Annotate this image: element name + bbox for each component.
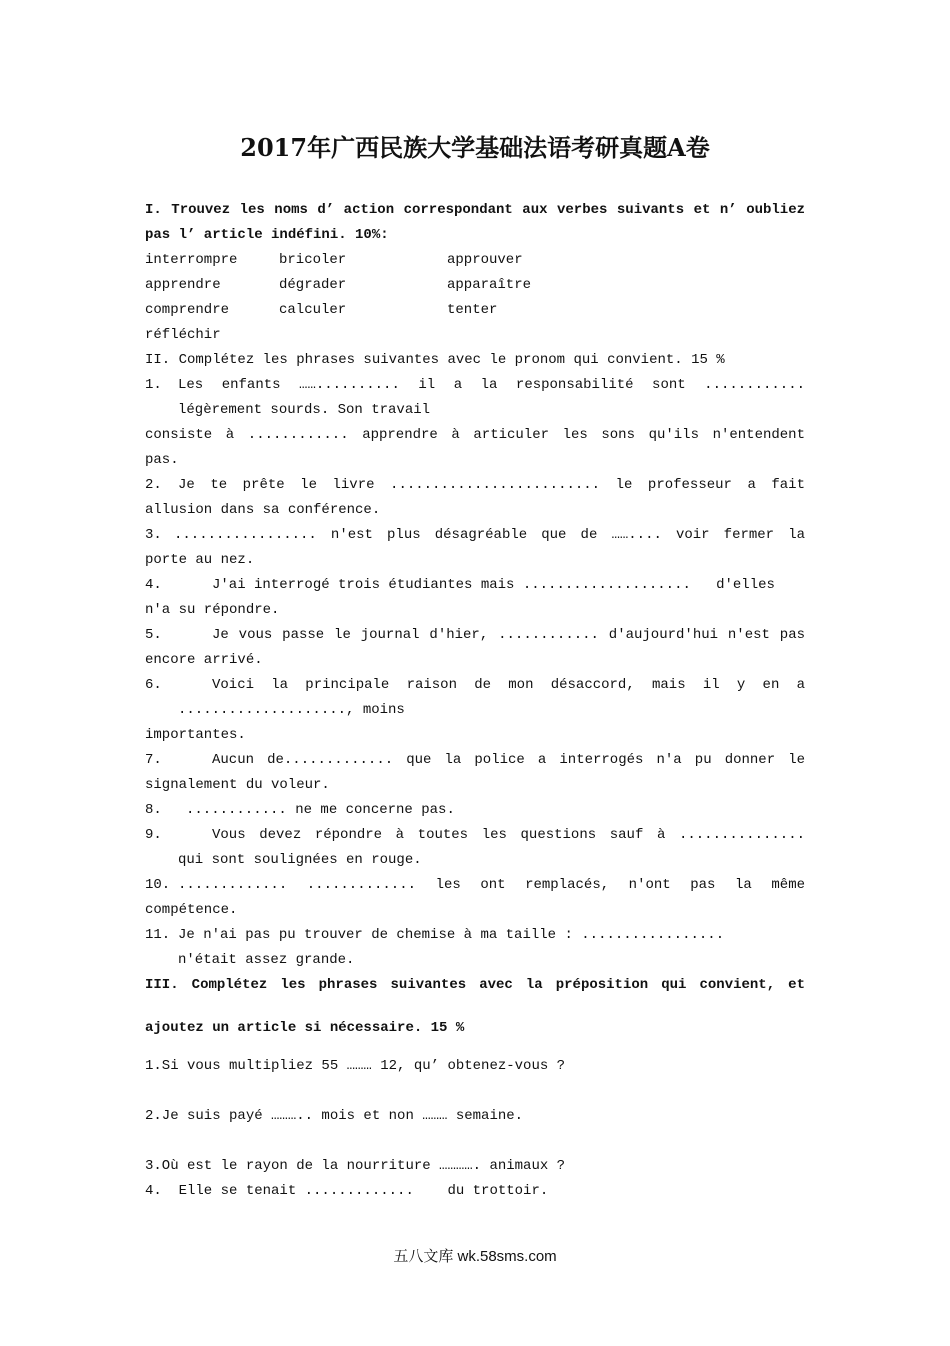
question-number: 8. xyxy=(145,802,162,818)
question-11-line-1: 11. Je n'ai pas pu trouver de chemise à ma taille : ................. xyxy=(145,923,805,948)
question-6-line-1: 6. Voici la principale raison de mon désaccord, mais il y en a xyxy=(145,673,805,698)
question-3-line-1: 3. ................. n'est plus désagréable que de …….... voir fermer la xyxy=(145,523,805,548)
question-number: 5. xyxy=(145,627,162,643)
verb-cell: dégrader xyxy=(279,277,347,293)
question-7-line-1: 7. Aucun de............. que la police a interrogés n'a pu donner le xyxy=(145,748,805,773)
part3-heading-line-1: III. Complétez les phrases suivantes avec la préposition qui convient, et xyxy=(145,977,805,993)
question-4-line-2: n'a su répondre. xyxy=(145,602,280,618)
verb-row-2 xyxy=(145,273,805,298)
question-number: 3. xyxy=(145,527,162,543)
question-number: 4. xyxy=(145,577,162,593)
question-6-line-2: ...................., moins xyxy=(178,702,405,718)
part2-heading: II. Complétez les phrases suivantes avec le pronom qui convient. 15 % xyxy=(145,352,725,368)
verb-cell: approuver xyxy=(447,252,523,268)
question-number: 1. xyxy=(145,377,162,393)
part1-heading-line-2: pas l’ article indéfini. 10%: xyxy=(145,227,389,243)
question-9-line-1: 9. Vous devez répondre à toutes les questions sauf à ............... xyxy=(145,823,805,848)
part3-question-2: 2.Je suis payé ……….. mois et non ……… semaine. xyxy=(145,1108,524,1124)
question-number: 11. xyxy=(145,927,171,943)
question-number: 9. xyxy=(145,827,162,843)
question-3-line-2: porte au nez. xyxy=(145,552,255,568)
part3-question-3: 3.Où est le rayon de la nourriture …………. animaux ? xyxy=(145,1158,566,1174)
verb-cell: réfléchir xyxy=(145,327,221,343)
footer-watermark: 五八文库 wk.58sms.com xyxy=(393,1248,557,1265)
page-title: 2017年广西民族大学基础法语考研真题A卷 xyxy=(240,133,710,162)
question-7-line-2: signalement du voleur. xyxy=(145,777,330,793)
question-10-line-2: compétence. xyxy=(145,902,238,918)
question-11-line-2: n'était assez grande. xyxy=(178,952,355,968)
question-1-line-4: pas. xyxy=(145,452,179,468)
question-2-line-1: 2. Je te prête le livre ......................... le professeur a fait xyxy=(145,473,805,498)
question-number: 2. xyxy=(145,477,162,493)
question-5-line-1: 5. Je vous passe le journal d'hier, ............ d'aujourd'hui n'est pas xyxy=(145,623,805,648)
question-number: 7. xyxy=(145,752,162,768)
part3-question-4: 4. Elle se tenait ............. du trottoir. xyxy=(145,1183,549,1199)
question-8-line-1: 8. ............ ne me concerne pas. xyxy=(145,798,805,823)
question-2-line-2: allusion dans sa conférence. xyxy=(145,502,381,518)
verb-cell: tenter xyxy=(447,302,498,318)
question-4-line-1: 4. J'ai interrogé trois étudiantes mais .................... d'elles xyxy=(145,573,805,598)
exam-content xyxy=(145,198,805,1204)
question-number: 10. xyxy=(145,877,171,893)
question-10-line-1: 10. ............. ............. les ont remplacés, n'ont pas la même xyxy=(145,873,805,898)
verb-row-1 xyxy=(145,248,805,273)
question-9-line-2: qui sont soulignées en rouge. xyxy=(178,852,422,868)
verb-row-3 xyxy=(145,298,805,323)
part1-heading-line-1: I. Trouvez les noms d’ action correspondant aux verbes suivants et n’ oubliez xyxy=(145,202,805,218)
question-1-line-2: légèrement sourds. Son travail xyxy=(178,402,431,418)
verb-cell: calculer xyxy=(279,302,347,318)
verb-cell: comprendre xyxy=(145,302,230,318)
question-1-line-3: consiste à ............ apprendre à articuler les sons qu'ils n'entendent xyxy=(145,427,805,443)
verb-cell: apparaître xyxy=(447,277,532,293)
part3-question-1: 1.Si vous multipliez 55 ……… 12, qu’ obtenez-vous ? xyxy=(145,1058,566,1074)
question-1-line-1: 1. Les enfants …….......... il a la responsabilité sont ............ xyxy=(145,373,805,398)
verb-cell: bricoler xyxy=(279,252,347,268)
question-number: 6. xyxy=(145,677,162,693)
question-6-line-3: importantes. xyxy=(145,727,246,743)
verb-cell: interrompre xyxy=(145,252,238,268)
verb-row-4 xyxy=(145,323,805,348)
part3-heading-line-2: ajoutez un article si nécessaire. 15 % xyxy=(145,1020,465,1036)
question-5-line-2: encore arrivé. xyxy=(145,652,263,668)
verb-cell: apprendre xyxy=(145,277,221,293)
